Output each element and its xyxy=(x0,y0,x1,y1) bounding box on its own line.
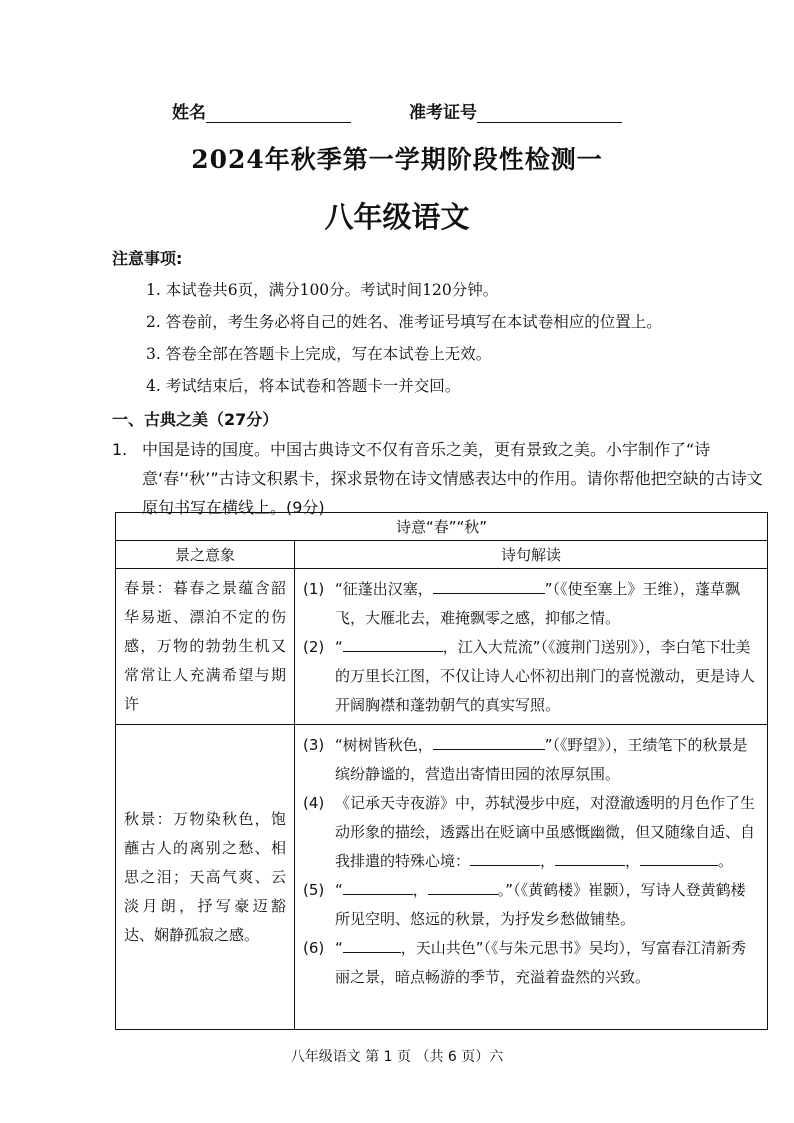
poem-item-3: (3) “树树皆秋色， ”（《野望》），王绩笔下的秋景是缤纷静谧的，营造出寄情田园的浓厚氛围。 xyxy=(303,731,759,789)
answer-blank[interactable] xyxy=(555,848,625,866)
answer-blank[interactable] xyxy=(433,732,545,750)
answer-blank[interactable] xyxy=(640,848,718,866)
notice-item: 4. 考试结束后，将本试卷和答题卡一并交回。 xyxy=(146,377,461,395)
column-header-poem: 诗句解读 xyxy=(295,541,768,569)
question-number: 1. xyxy=(112,440,128,459)
exam-subject: 八年级语文 xyxy=(324,200,470,234)
column-header-image: 景之意象 xyxy=(116,541,295,569)
answer-blank[interactable] xyxy=(343,634,443,652)
spring-poem-cell xyxy=(295,569,768,725)
poem-item-5: (5) “ ， 。”（《黄鹤楼》崔颢），写诗人登黄鹤楼所见空明、悠远的秋景，为抒发乡愁做铺垫。 xyxy=(303,876,759,934)
table-title: 诗意“春”“秋” xyxy=(116,513,768,541)
exam-title: 2024年秋季第一学期阶段性检测一 xyxy=(191,145,603,174)
answer-blank[interactable] xyxy=(343,935,401,953)
notice-item: 1. 本试卷共6页，满分100分。考试时间120分钟。 xyxy=(146,281,499,299)
notice-item: 2. 答卷前，考生务必将自己的姓名、准考证号填写在本试卷相应的位置上。 xyxy=(146,313,662,331)
question-1 xyxy=(112,435,767,522)
poem-item-6: (6) “ ，天山共色”（《与朱元思书》吴均），写富春江清新秀丽之景，暗点畅游的季节，充溢着盎然的兴致。 xyxy=(303,934,759,992)
exam-id-label: 准考证号 xyxy=(408,103,477,123)
candidate-info-row xyxy=(0,98,794,123)
notice-item: 3. 答卷全部在答题卡上完成，写在本试卷上无效。 xyxy=(146,345,492,363)
exam-id-blank xyxy=(477,106,622,123)
answer-blank[interactable] xyxy=(343,877,413,895)
autumn-image-cell: 秋景：万物染秋色，饱蘸古人的离别之愁、相思之泪；天高气爽、云淡月朗，抒写豪迈豁达、娴静孤寂之感。 xyxy=(116,725,295,1030)
name-blank xyxy=(206,106,351,123)
notice-heading: 注意事项: xyxy=(112,249,183,268)
answer-blank[interactable] xyxy=(470,848,540,866)
poem-item-1: (1) “征蓬出汉塞， ”（《使至塞上》王维），蓬草飘飞，大雁北去，难掩飘零之感，抑郁之情。 xyxy=(303,575,759,633)
spring-image-cell: 春景：暮春之景蕴含韶华易逝、漂泊不定的伤感，万物的勃勃生机又常常让人充满希望与期许 xyxy=(116,569,295,725)
page-footer: 八年级语文 第 1 页 （共 6 页）六 xyxy=(290,1049,504,1065)
question-text: 中国是诗的国度。中国古典诗文不仅有音乐之美，更有景致之美。小宇制作了“诗意‘春’‘秋’”古诗文积累卡，探求景物在诗文情感表达中的作用。请你帮他把空缺的古诗文原句书写在横线上。(9分) xyxy=(142,440,763,517)
poetry-card-table xyxy=(115,512,768,1030)
answer-blank[interactable] xyxy=(433,576,545,594)
autumn-poem-cell xyxy=(295,725,768,1030)
section-heading: 一、古典之美（27分） xyxy=(112,410,279,429)
answer-blank[interactable] xyxy=(428,877,498,895)
poem-item-2: (2) “ ，江入大荒流”（《渡荆门送别》），李白笔下壮美的万里长江图，不仅让诗人心怀初出荆门的喜悦激动，更是诗人开阔胸襟和蓬勃朝气的真实写照。 xyxy=(303,633,759,720)
name-label: 姓名 xyxy=(172,103,207,123)
poem-item-4: (4) 《记承天寺夜游》中，苏轼漫步中庭，对澄澈透明的月色作了生动形象的描绘，透露出在贬谪中虽感慨幽微，但又随缘自适、自我排遣的特殊心境： ， ， 。 xyxy=(303,794,756,870)
